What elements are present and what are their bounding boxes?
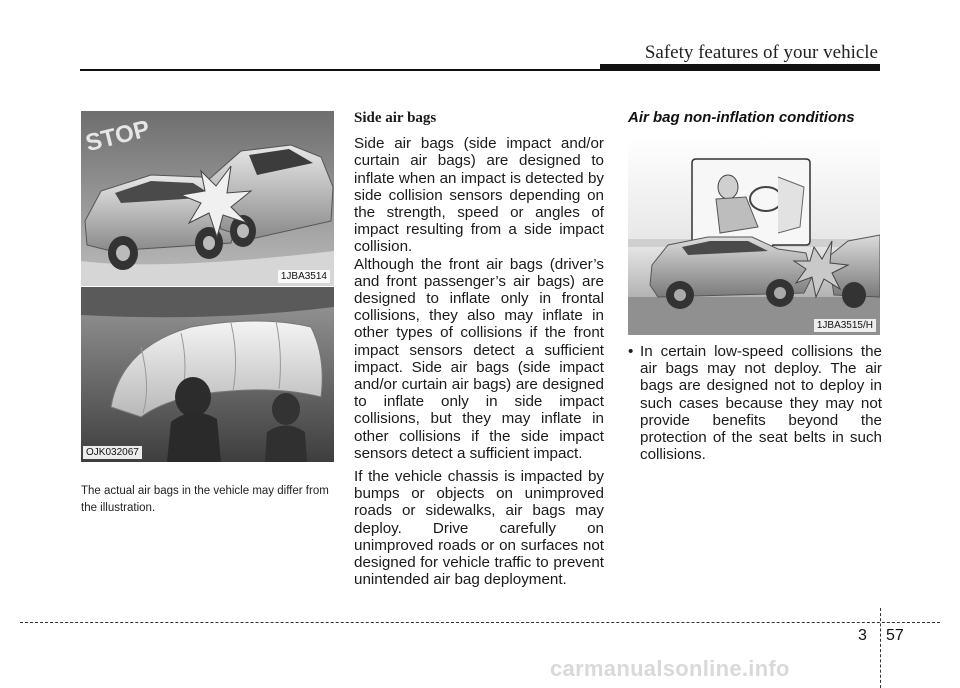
paragraph: If the vehicle chassis is impacted by bumps or objects on unimproved roads or sidewalks, air bags may deploy. Drive carefully on unimproved roads or on surfaces not designed for vehicle traffic to prevent unintended air bag deployment. bbox=[354, 468, 604, 589]
chapter-number: 3 bbox=[858, 627, 867, 644]
footer-rule bbox=[20, 622, 940, 623]
bullet-marker: • bbox=[628, 343, 634, 360]
stop-road-marking: STOP bbox=[82, 115, 153, 158]
figure-code: 1JBA3515/H bbox=[814, 319, 876, 332]
bullet-text: In certain low-speed collisions the air bags may not deploy. The air bags are designed not to deploy in such cases because they may not provide benefits beyond the protection of the seat belts in such collisions. bbox=[640, 343, 882, 464]
figure-caption: The actual air bags in the vehicle may differ from the illustration. bbox=[81, 485, 329, 514]
section-heading: Air bag non-inflation conditions bbox=[628, 109, 855, 126]
curtain-airbag-illustration bbox=[81, 287, 334, 462]
low-speed-collision-illustration bbox=[628, 137, 880, 335]
paragraph: Side air bags (side impact and/or curtain air bags) are designed to inflate when an impact is detected by side collision sensors depending on the strength, speed or angles of impact resulting from a side impact collision. bbox=[354, 135, 604, 256]
page-number: 57 bbox=[886, 627, 904, 644]
side-impact-illustration bbox=[81, 111, 334, 286]
side-air-bags-section bbox=[354, 110, 604, 594]
figure-code: 1JBA3514 bbox=[278, 270, 330, 283]
paragraph: Although the front air bags (driver’s and front passenger’s air bags) are designed to inflate only in frontal collisions, they also may inflate in other types of collisions if the front impact sensors detect a sufficient impact. Side air bags (side impact and/or curtain air bags) are designed to inflate only in side impact collisions, but they may inflate in other collisions if the side impact sensors detect a sufficient impact. bbox=[354, 255, 604, 462]
watermark: carmanualsonline.info bbox=[550, 656, 790, 681]
header-rule-accent bbox=[600, 64, 880, 70]
footer-divider bbox=[880, 608, 881, 688]
header-title: Safety features of your vehicle bbox=[644, 42, 878, 63]
section-heading: Side air bags bbox=[354, 110, 437, 126]
non-inflation-bullet bbox=[628, 343, 882, 463]
figure-code: OJK032067 bbox=[83, 446, 142, 459]
